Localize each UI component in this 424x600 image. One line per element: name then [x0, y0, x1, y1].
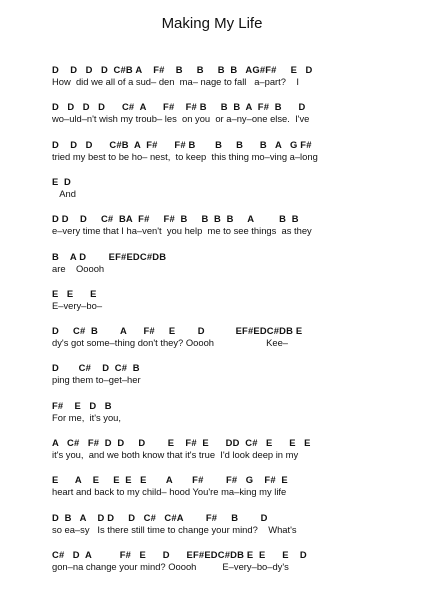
- chord-line: B A D EF#EDC#DB: [52, 250, 167, 262]
- chord-line: E D: [52, 175, 72, 187]
- chord-line: D D D D C#B A F# B B B B AG#F# E D: [52, 64, 313, 75]
- lyric-line: are Ooooh: [52, 262, 105, 274]
- chord-line: D D D C#B A F# F# B B B B A G F#: [52, 138, 312, 150]
- chord-line: A C# F# D D D E F# E DD C# E E E: [52, 437, 311, 448]
- lyric-line: tried my best to be ho– nest, to keep this thing mo–ving a–long: [52, 150, 318, 162]
- lyric-line: so ea–sy Is there still time to change your mind? What's: [52, 523, 297, 535]
- lyric-line: dy's got some–thing don't they? Ooooh Kee–: [52, 337, 289, 349]
- chord-line: D B A D D D C# C#A F# B D: [52, 511, 268, 523]
- chord-line: E A E E E E A F# F# G F# E: [52, 474, 288, 486]
- lyric-line: ping them to–get–her: [52, 374, 141, 386]
- song-title: Making My Life: [161, 15, 263, 32]
- chord-line: F# E D B: [52, 399, 112, 411]
- chord-line: D C# B A F# E D EF#EDC#DB E: [52, 325, 303, 337]
- lyric-line: How did we all of a sud– den ma– nage to fall a–part? I: [52, 76, 300, 87]
- lyric-line: wo–uld–n't wish my troub– les on you or a–ny–one else. I've: [52, 113, 310, 125]
- lyric-line: And: [52, 187, 76, 199]
- chord-line: C# D A F# E D EF#EDC#DB E E E D: [52, 548, 307, 560]
- lyric-line: it's you, and we both know that it's true I'd look deep in my: [52, 449, 299, 460]
- lyric-line: E–very–bo–: [52, 299, 103, 311]
- lyric-line: For me, it's you,: [52, 411, 121, 423]
- lyric-line: gon–na change your mind? Ooooh E–very–bo–dy's: [52, 560, 289, 572]
- chord-line: D D D C# BA F# F# B B B B A B B: [52, 213, 299, 225]
- lyric-line: e–very time that I ha–ven't you help me to see things as they: [52, 225, 312, 237]
- chord-line: D C# D C# B: [52, 362, 140, 374]
- lyric-line: heart and back to my child– hood You're ma–king my life: [52, 486, 287, 498]
- chord-line: D D D D C# A F# F# B B B A F# B D: [52, 101, 306, 113]
- chord-line: E E E: [52, 287, 97, 299]
